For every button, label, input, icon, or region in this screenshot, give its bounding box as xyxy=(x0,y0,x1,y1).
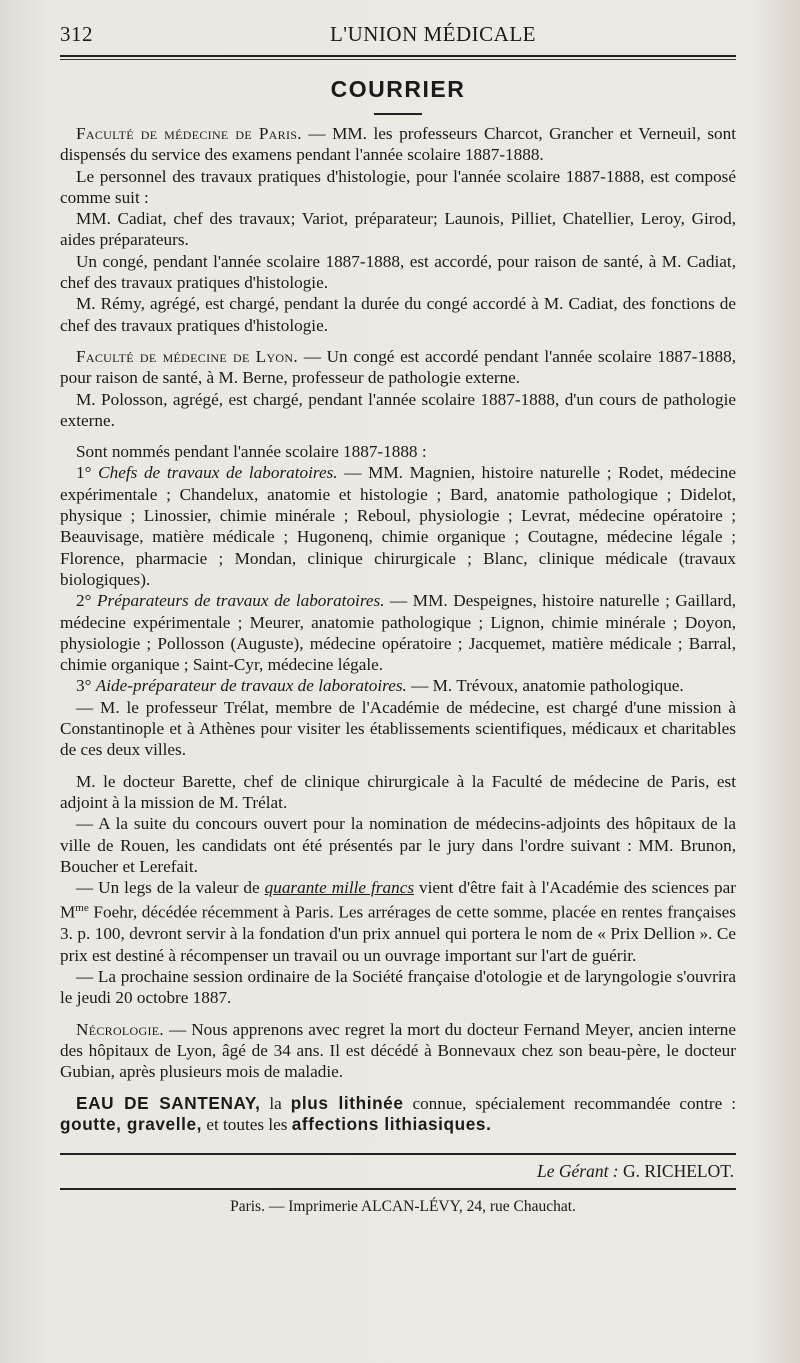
paragraph: M. Rémy, agrégé, est chargé, pendant la durée du congé accordé à M. Cadiat, des fonctions de chef des travaux pratiques d'histologie. xyxy=(60,294,736,335)
paragraph: Sont nommés pendant l'année scolaire 1887-1888 : xyxy=(76,442,427,462)
paragraph xyxy=(60,1019,736,1083)
paragraph xyxy=(60,123,736,166)
paragraph-text: — Nous apprenons avec regret la mort du docteur Fernand Meyer, ancien interne des hôpitaux de Lyon, âgé de 34 ans. Il est décédé à Bonnevaux chez son beau-père, le docteur Gubian, après plusieurs mois de maladie. xyxy=(60,1019,736,1082)
paragraph: — M. le professeur Trélat, membre de l'Académie de médecine, est chargé d'une mission à Constantinople et à Athènes pour visiter les établissements scientifiques, médicaux et charitables de ces deux villes. xyxy=(60,697,736,760)
ad-emphasis: goutte, gravelle, xyxy=(60,1113,203,1134)
paragraph: — A la suite du concours ouvert pour la nomination de médecins-adjoints des hôpitaux de la ville de Rouen, les candidats ont été présentés par le jury dans l'ordre suivant : MM. Brunon, Boucher et Lerefait. xyxy=(60,814,736,876)
gerant-signature xyxy=(60,1161,736,1182)
footer-rule xyxy=(60,1153,736,1155)
ad-text: connue, spécialement recommandée contre : xyxy=(403,1093,736,1113)
superscript: me xyxy=(75,902,89,915)
list-number: 2° xyxy=(76,591,98,611)
advertisement xyxy=(60,1093,736,1136)
paragraph-text: — MM. les professeurs Charcot, Grancher et Verneuil, sont dispensés du service des examens pendant l'année scolaire 1887-1888. xyxy=(60,124,736,165)
italic-heading: Chefs de travaux de laboratoires. xyxy=(98,463,338,483)
paragraph xyxy=(60,675,736,696)
paragraph xyxy=(60,590,736,675)
paragraph-heading: Nécrologie. xyxy=(76,1019,165,1039)
gerant-label: Le Gérant : xyxy=(536,1161,619,1182)
paragraph: Le personnel des travaux pratiques d'histologie, pour l'année scolaire 1887-1888, est composé comme suit : xyxy=(60,166,736,207)
section-title: COURRIER xyxy=(330,76,466,102)
gerant-name: G. RICHELOT. xyxy=(623,1161,734,1182)
ad-text: la xyxy=(260,1093,291,1113)
paragraph: — La prochaine session ordinaire de la Société française d'otologie et de laryngologie s'ouvrira le jeudi 20 octobre 1887. xyxy=(60,967,736,1008)
ad-emphasis: affections lithiasiques. xyxy=(291,1113,492,1134)
italic-heading: Aide-préparateur de travaux de laboratoires. xyxy=(95,676,407,696)
paragraph-text: vient d'être fait à l'Académie des sciences par M xyxy=(60,878,736,923)
italic-heading: Préparateurs de travaux de laboratoires. xyxy=(97,591,385,611)
paragraph-text: — M. Trévoux, anatomie pathologique. xyxy=(406,676,684,696)
paragraph-text: — MM. Despeignes, histoire naturelle ; Gaillard, médecine expérimentale ; Meurer, anatomie pathologique ; Lignon, chimie minérale ; Doyon, physiologie ; Pollosson (Auguste), médecine opératoire ; Jacquemet, matière médicale ; Barral, chimie organique ; Saint-Cyr, médecine légale. xyxy=(60,591,737,675)
paragraph-text: Foehr, décédée récemment à Paris. Les arrérages de cette somme, placée en rentes françaises 3. p. 100, devront servir à la fondation d'un prix annuel qui portera le nom de « Prix Dellion ». Ce prix est destiné à récompenser un travail ou un ouvrage important sur l'art de guérir. xyxy=(60,903,736,965)
paragraph-heading: Faculté de médecine de Lyon. xyxy=(76,346,298,366)
header-rule xyxy=(60,55,736,60)
list-number: 3° xyxy=(76,676,96,696)
journal-title: L'UNION MÉDICALE xyxy=(329,22,536,46)
printer-imprint: Paris. — Imprimerie ALCAN-LÉVY, 24, rue Chauchat. xyxy=(230,1198,576,1216)
paragraph xyxy=(60,346,736,389)
paragraph xyxy=(60,462,736,590)
paragraph xyxy=(60,877,736,966)
italic-amount: quarante mille francs xyxy=(264,878,415,898)
page-number: 312 xyxy=(60,22,93,46)
paragraph-text: — Un legs de la valeur de xyxy=(76,878,265,898)
paragraph: Un congé, pendant l'année scolaire 1887-1888, est accordé, pour raison de santé, à M. Cadiat, chef des travaux pratiques d'histologie. xyxy=(60,251,736,293)
title-rule xyxy=(374,113,422,115)
list-number: 1° xyxy=(76,463,99,483)
article-body xyxy=(60,123,736,1135)
paragraph-text: — Un congé est accordé pendant l'année scolaire 1887-1888, pour raison de santé, à M. Berne, professeur de pathologie externe. xyxy=(60,346,736,388)
paragraph: M. Polosson, agrégé, est chargé, pendant l'année scolaire 1887-1888, d'un cours de pathologie externe. xyxy=(60,389,736,430)
ad-brand: EAU DE SANTENAY, xyxy=(76,1092,261,1113)
imprint-rule xyxy=(60,1188,736,1190)
paragraph: M. le docteur Barette, chef de clinique chirurgicale à la Faculté de médecine de Paris, est adjoint à la mission de M. Trélat. xyxy=(60,771,736,812)
ad-emphasis: plus lithinée xyxy=(290,1092,404,1113)
paragraph-heading: Faculté de médecine de Paris. xyxy=(76,124,302,143)
ad-text: et toutes les xyxy=(202,1114,292,1134)
running-head xyxy=(60,22,736,47)
paragraph-text: — MM. Magnien, histoire naturelle ; Rodet, médecine expérimentale ; Chandelux, anatomie et histologie ; Bard, anatomie pathologique ; Didelot, physique ; Linossier, chimie minérale ; Reboul, physiologie ; Levrat, médecine opératoire ; Beauvisage, matière médicale ; Hugonenq, chimie organique ; Coutagne, médecine légale ; Florence, pharmacie ; Mondan, clinique chirurgicale ; Blanc, clinique médicale (travaux biologiques). xyxy=(60,463,737,589)
paragraph: MM. Cadiat, chef des travaux; Variot, préparateur; Launois, Pilliet, Chatellier, Leroy, Girod, aides préparateurs. xyxy=(60,209,736,250)
